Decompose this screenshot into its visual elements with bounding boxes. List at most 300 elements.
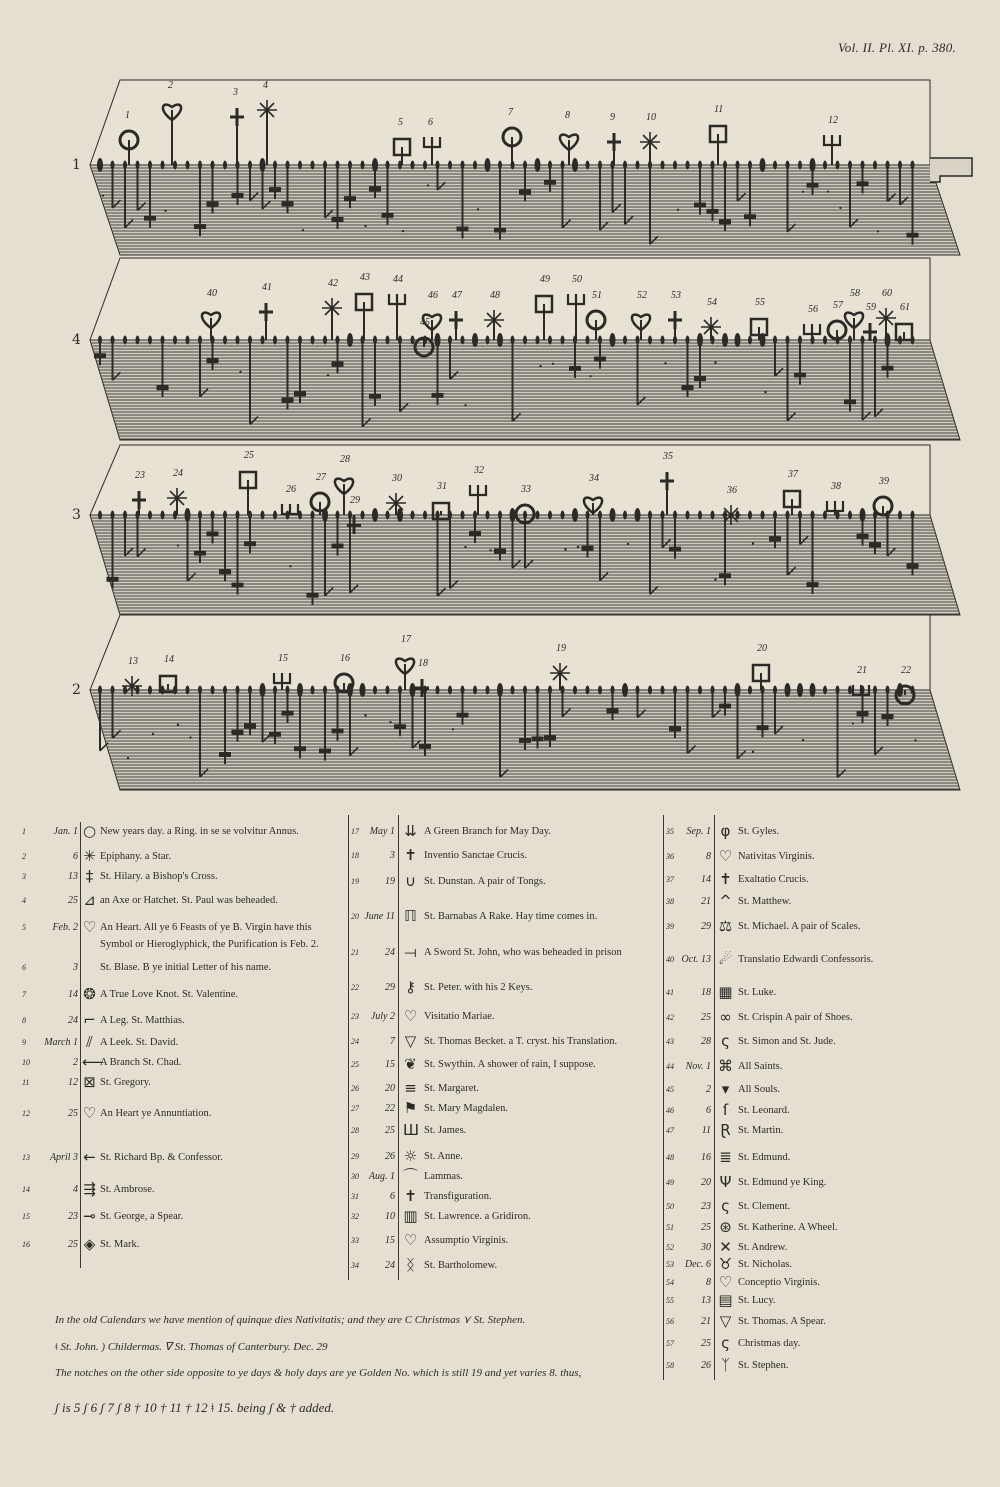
notch-diamond — [586, 686, 590, 695]
notch-diamond — [823, 161, 827, 170]
legend-date: 16 — [701, 1152, 711, 1163]
notch-diamond — [461, 511, 465, 520]
notch-crossbar — [207, 358, 219, 363]
stave-row-label: 3 — [72, 507, 81, 523]
legend-index: 18 — [351, 851, 359, 860]
notch-dot — [464, 404, 466, 406]
legend-description: Christmas day. — [738, 1338, 801, 1349]
legend-date: 10 — [385, 1211, 395, 1222]
notch-diamond — [423, 511, 427, 520]
bundle-icon: ≣ — [719, 1148, 732, 1166]
legend-date: 3 — [73, 962, 78, 973]
notch-diamond — [423, 161, 427, 170]
legend-index: 25 — [351, 1060, 359, 1069]
notch-crossbar — [219, 752, 231, 757]
notch-dot — [289, 565, 291, 567]
legend-description: A Green Branch for May Day. — [424, 826, 552, 837]
notch-diamond — [461, 336, 465, 345]
symbol-number: 6 — [428, 117, 433, 128]
notch-dot — [914, 739, 916, 741]
legend-index: 5 — [22, 923, 26, 932]
symbol-number: 4 — [263, 80, 268, 91]
heart-icon: ♡ — [718, 847, 733, 865]
stave-row-label: 1 — [72, 157, 81, 173]
diamond-box-icon: ◈ — [83, 1235, 96, 1253]
legend-description: St. Gyles. — [738, 826, 780, 837]
legend-index: 20 — [351, 912, 359, 921]
legend-description: St. Simon and St. Jude. — [738, 1036, 836, 1047]
sun-icon: ☼ — [403, 1147, 418, 1165]
legend-date: 6 — [390, 1191, 395, 1202]
notch-diamond — [598, 686, 602, 695]
notch-dot — [539, 365, 541, 367]
fan-icon: ▤ — [718, 1291, 733, 1309]
notch-crossbar — [469, 531, 481, 536]
legend-date: 20 — [701, 1177, 711, 1188]
notch-diamond — [673, 161, 677, 170]
notch-diamond — [186, 336, 190, 345]
notch-crossbar — [332, 544, 344, 549]
legend-description: St. Katherine. A Wheel. — [738, 1222, 838, 1233]
notch-diamond — [223, 161, 227, 170]
legend-description: A Leg. St. Matthias. — [100, 1015, 185, 1026]
symbol-number: 2 — [168, 80, 173, 91]
legend-index: 38 — [666, 897, 674, 906]
notch-dot — [364, 714, 366, 716]
notch-crossbar — [369, 394, 381, 399]
symbol-number: 37 — [788, 469, 798, 480]
notch-crossbar — [282, 201, 294, 206]
legend-description: An Heart. All ye 6 Feasts of ye B. Virgin have this — [100, 922, 312, 933]
legend-description: A Leek. St. David. — [100, 1037, 179, 1048]
legend-index: 30 — [351, 1172, 359, 1181]
symbol-number: 12 — [828, 115, 838, 126]
legend-date: 8 — [706, 851, 711, 862]
symbol-number: 51 — [592, 290, 602, 301]
fish-icon: ᛝ — [405, 1256, 415, 1274]
symbol-number: 49 — [540, 274, 550, 285]
notch-diamond — [148, 511, 152, 520]
notch-diamond — [686, 161, 690, 170]
notch-crossbar — [432, 393, 444, 398]
legend-description: St. Margaret. — [424, 1083, 479, 1094]
legend-index: 4 — [22, 896, 26, 905]
notch-crossbar — [282, 398, 294, 403]
legend-date: 3 — [390, 850, 395, 861]
symbol-number: 60 — [882, 288, 892, 299]
notch-diamond — [485, 158, 491, 172]
stave-row-label: 2 — [72, 682, 81, 698]
arrow-icon: ← — [83, 1148, 96, 1166]
leaf-icon: ❦ — [404, 1055, 417, 1073]
notch-crossbar — [857, 181, 869, 186]
notch-crossbar — [294, 746, 306, 751]
notch-crossbar — [494, 228, 506, 233]
legend-description: St. Andrew. — [738, 1242, 788, 1253]
notch-crossbar — [857, 534, 869, 539]
symbol-number: 32 — [474, 465, 484, 476]
notch-diamond — [136, 336, 140, 345]
legend-description: St. Anne. — [424, 1151, 463, 1162]
symbol-number: 50 — [572, 274, 582, 285]
notch-crossbar — [807, 582, 819, 587]
legend-date: 29 — [385, 982, 395, 993]
notch-diamond — [623, 511, 627, 520]
legend-description: St. James. — [424, 1125, 467, 1136]
legend-description: St. Edmund ye King. — [738, 1177, 827, 1188]
legend-index: 44 — [666, 1062, 674, 1071]
legend-description: Translatio Edwardi Confessoris. — [738, 954, 874, 965]
legend-description: An Heart ye Annuntiation. — [100, 1108, 212, 1119]
notch-diamond — [486, 511, 490, 520]
notch-dot — [564, 548, 566, 550]
legend-description: St. Martin. — [738, 1125, 784, 1136]
rake-icon: ℿ — [404, 907, 417, 925]
heart-icon: ♡ — [82, 918, 97, 936]
legend-date: 30 — [701, 1242, 711, 1253]
symbol-number: 18 — [418, 658, 428, 669]
notch-diamond — [873, 161, 877, 170]
notch-diamond — [761, 511, 765, 520]
notch-dot — [627, 543, 629, 545]
stave-upper-face — [90, 445, 930, 515]
notch-dot — [827, 190, 829, 192]
legend-date: May 1 — [369, 826, 395, 837]
star-icon — [386, 493, 406, 513]
legend-index: 22 — [351, 983, 359, 992]
notch-diamond — [536, 511, 540, 520]
flag-icon: ⚑ — [403, 1099, 418, 1117]
notch-diamond — [711, 511, 715, 520]
symbol-number: 8 — [565, 110, 570, 121]
notch-crossbar — [194, 224, 206, 229]
legend-date: Sep. 1 — [686, 826, 711, 837]
symbol-number: 36 — [727, 485, 737, 496]
legend-date: 21 — [701, 896, 711, 907]
symbol-number: 29 — [350, 495, 360, 506]
note-line-golden-numbers: ʃ is 5 ʃ 6 ʃ 7 ʃ 8 † 10 † 11 † 12 ǂ 15. being ʃ & † added. — [55, 1400, 335, 1415]
crank-handle — [930, 158, 972, 182]
notch-diamond — [347, 333, 353, 347]
notch-crossbar — [719, 704, 731, 709]
notch-diamond — [472, 333, 478, 347]
notch-diamond — [722, 333, 728, 347]
notch-crossbar — [369, 186, 381, 191]
notch-diamond — [836, 161, 840, 170]
notch-diamond — [361, 511, 365, 520]
legend-date: Aug. 1 — [368, 1171, 395, 1182]
r-icon: Ɽ — [720, 1121, 731, 1139]
legend-description: St. Leonard. — [738, 1105, 790, 1116]
notch-diamond — [648, 336, 652, 345]
tongs-icon: ∪ — [405, 872, 416, 890]
trident-icon: Ψ — [719, 1173, 732, 1191]
notch-crossbar — [207, 531, 219, 536]
legend-description: St. Mary Magdalen. — [424, 1103, 508, 1114]
legend-date: Oct. 13 — [681, 954, 711, 965]
notch-diamond — [823, 336, 827, 345]
symbol-number: 42 — [328, 278, 338, 289]
notch-diamond — [610, 333, 616, 347]
notch-diamond — [573, 686, 577, 695]
legend-column-rule — [80, 822, 81, 1268]
legend-index: 23 — [351, 1012, 359, 1021]
notch-diamond — [173, 161, 177, 170]
notch-diamond — [698, 511, 702, 520]
triangle-cross-icon: ▽ — [404, 1032, 417, 1050]
symbol-number: 55 — [755, 297, 765, 308]
notch-crossbar — [319, 749, 331, 754]
symbol-number: 23 — [135, 470, 145, 481]
notch-crossbar — [194, 551, 206, 556]
notch-dot — [327, 374, 329, 376]
gridiron-icon: ▥ — [403, 1207, 418, 1225]
heart-icon: ♡ — [718, 1273, 733, 1291]
symbol-number: 53 — [671, 290, 681, 301]
notch-diamond — [548, 511, 552, 520]
notch-crossbar — [757, 725, 769, 730]
symbol-number: 54 — [707, 297, 717, 308]
note-line-3: The notches on the other side opposite to ye days & holy days are ye Golden No. which is still 19 and yet varies 8. thus, — [55, 1367, 582, 1379]
notch-diamond — [898, 511, 902, 520]
symbol-number: 1 — [125, 110, 130, 121]
notch-crossbar — [744, 214, 756, 219]
notch-crossbar — [669, 726, 681, 731]
notch-diamond — [186, 686, 190, 695]
leg-icon: ⌐ — [83, 1011, 96, 1029]
notch-crossbar — [107, 577, 119, 582]
legend-index: 2 — [22, 852, 26, 861]
legend-index: 55 — [666, 1296, 674, 1305]
comet-icon: ☄ — [718, 950, 733, 968]
notch-crossbar — [232, 583, 244, 588]
notch-dot — [802, 739, 804, 741]
leek-icon: ⫽ — [86, 1033, 93, 1051]
star-icon — [550, 663, 570, 683]
legend-date: June 11 — [364, 911, 395, 922]
notch-diamond — [622, 683, 628, 697]
notch-dot — [127, 757, 129, 759]
legend-description: Inventio Sanctae Crucis. — [424, 850, 527, 861]
notch-diamond — [848, 511, 852, 520]
notch-crossbar — [394, 724, 406, 729]
notch-dot — [239, 371, 241, 373]
notch-diamond — [486, 336, 490, 345]
legend-description: St. Lucy. — [738, 1295, 776, 1306]
legend-index: 53 — [666, 1260, 674, 1269]
notch-diamond — [473, 686, 477, 695]
notch-diamond — [636, 161, 640, 170]
notch-diamond — [211, 686, 215, 695]
notch-crossbar — [457, 713, 469, 718]
symbol-number: 9 — [610, 112, 615, 123]
legend-date: 2 — [73, 1057, 78, 1068]
notch-dot — [452, 728, 454, 730]
notch-crossbar — [532, 736, 544, 741]
legend-description: St. Nicholas. — [738, 1259, 792, 1270]
notch-diamond — [760, 158, 766, 172]
notch-diamond — [535, 158, 541, 172]
notch-crossbar — [607, 708, 619, 713]
legend-description: St. George, a Spear. — [100, 1211, 184, 1222]
legend-date: 19 — [385, 876, 395, 887]
notch-diamond — [561, 336, 565, 345]
legend-date: 25 — [68, 1108, 78, 1119]
fletched-arrow-icon: ⇶ — [83, 1180, 96, 1198]
legend-description: A Sword St. John, who was beheaded in prison — [424, 947, 622, 958]
symbol-number: 59 — [866, 302, 876, 313]
legend-index: 41 — [666, 988, 674, 997]
notch-diamond — [610, 508, 616, 522]
heart-icon: ♡ — [403, 1007, 418, 1025]
legend-description: St. Edmund. — [738, 1152, 791, 1163]
notch-crossbar — [219, 569, 231, 574]
notch-diamond — [411, 161, 415, 170]
legend-index: 11 — [22, 1078, 30, 1087]
legend-index: 46 — [666, 1106, 674, 1115]
legend-description: St. Blase. B ye initial Letter of his name. — [100, 962, 272, 973]
stave-upper-face — [90, 615, 930, 690]
notch-dot — [714, 361, 716, 363]
notch-diamond — [823, 686, 827, 695]
stave-upper-face — [90, 80, 930, 165]
notch-diamond — [161, 511, 165, 520]
cross-icon: ✝ — [404, 846, 417, 864]
legend-date: 25 — [385, 1125, 395, 1136]
legend-index: 7 — [22, 990, 26, 999]
legend-index: 50 — [666, 1202, 674, 1211]
legend-date: 7 — [390, 1036, 395, 1047]
symbol-number: 41 — [262, 282, 272, 293]
legend-date: April 3 — [49, 1152, 78, 1163]
notch-diamond — [698, 686, 702, 695]
symbol-number: 35 — [663, 451, 673, 462]
notch-dot — [764, 391, 766, 393]
symbol-number: 38 — [831, 481, 841, 492]
scales-icon: ⚖ — [718, 917, 733, 935]
symbol-number: 52 — [637, 290, 647, 301]
legend-description: Exaltatio Crucis. — [738, 874, 809, 885]
notch-crossbar — [907, 564, 919, 569]
legend-description: Nativitas Virginis. — [738, 851, 815, 862]
symbol-number: 28 — [340, 454, 350, 465]
legend-date: 26 — [701, 1360, 711, 1371]
saltire-icon: ✕ — [719, 1238, 732, 1256]
symbol-number: 21 — [857, 665, 867, 676]
notch-dot — [477, 208, 479, 210]
notch-diamond — [411, 336, 415, 345]
branch-icon: ⟵ — [82, 1053, 104, 1071]
star-icon: ✳ — [83, 847, 96, 865]
notch-diamond — [98, 511, 102, 520]
notch-diamond — [361, 161, 365, 170]
legend-index: 45 — [666, 1085, 674, 1094]
notch-dot — [164, 209, 166, 211]
mitre-icon: ♉ — [718, 1255, 733, 1273]
notch-diamond — [748, 336, 752, 345]
notch-diamond — [311, 161, 315, 170]
symbol-number: 16 — [340, 653, 350, 664]
legend-index: 43 — [666, 1037, 674, 1046]
legend-description: St. Thomas. A Spear. — [738, 1316, 826, 1327]
symbol-number: 15 — [278, 653, 288, 664]
legend-description: St. Ambrose. — [100, 1184, 155, 1195]
notch-diamond — [436, 686, 440, 695]
legend-index: 54 — [666, 1278, 674, 1287]
legend-description: Assumptio Virginis. — [424, 1235, 509, 1246]
notch-crossbar — [569, 366, 581, 371]
legend-date: Dec. 6 — [684, 1259, 711, 1270]
star-icon — [701, 317, 721, 337]
legend-description: St. Thomas Becket. a T. cryst. his Translation. — [424, 1036, 618, 1047]
notch-dot — [877, 230, 879, 232]
legend-date: 15 — [385, 1235, 395, 1246]
symbol-number: 24 — [173, 468, 183, 479]
notch-crossbar — [582, 546, 594, 551]
legend-index: 14 — [22, 1185, 30, 1194]
notch-dot — [177, 724, 179, 726]
legend-description: A True Love Knot. St. Valentine. — [100, 989, 239, 1000]
legend-index: 34 — [351, 1261, 359, 1270]
legend-date: 11 — [701, 1125, 711, 1136]
legend-index: 17 — [351, 827, 359, 836]
legend-index: 51 — [666, 1223, 674, 1232]
legend-index: 9 — [22, 1038, 26, 1047]
symbol-number: 30 — [392, 473, 402, 484]
legend-index: 12 — [22, 1109, 30, 1118]
legend-description-continued: Symbol or Hieroglyphick, the Purification is Feb. 2. — [100, 939, 319, 950]
notch-crossbar — [907, 233, 919, 238]
notch-diamond — [748, 511, 752, 520]
notch-diamond — [261, 511, 265, 520]
notch-crossbar — [794, 372, 806, 377]
keys-icon: ⚷ — [405, 978, 416, 996]
symbol-number: 43 — [360, 272, 370, 283]
hook-icon: ς — [721, 1032, 730, 1050]
notch-diamond — [523, 336, 527, 345]
notch-diamond — [748, 686, 752, 695]
notch-diamond — [848, 686, 852, 695]
wheel-icon: ⊛ — [719, 1218, 732, 1236]
notch-crossbar — [332, 217, 344, 222]
legend-date: 6 — [706, 1105, 711, 1116]
notch-diamond — [323, 336, 327, 345]
notch-diamond — [798, 161, 802, 170]
legend-index: 3 — [22, 872, 26, 881]
love-knot-icon: ❂ — [83, 985, 96, 1003]
notch-diamond — [186, 161, 190, 170]
notch-dot — [402, 230, 404, 232]
notch-crossbar — [157, 385, 169, 390]
comb-icon: Ш — [403, 1121, 420, 1139]
symbol-number: 34 — [589, 473, 599, 484]
notch-diamond — [372, 508, 378, 522]
notch-crossbar — [719, 219, 731, 224]
legend-date: 25 — [701, 1338, 711, 1349]
crossed-box-icon: ⊠ — [83, 1073, 96, 1091]
crook-icon: φ — [720, 822, 731, 840]
notch-diamond — [448, 161, 452, 170]
notch-crossbar — [519, 738, 531, 743]
notch-diamond — [586, 336, 590, 345]
notch-crossbar — [457, 227, 469, 232]
legend-description: St. Matthew. — [738, 896, 792, 907]
notch-diamond — [648, 686, 652, 695]
legend-index: 36 — [666, 852, 674, 861]
bow-icon: ⌒ — [403, 1167, 419, 1185]
symbol-number: 57 — [833, 300, 843, 311]
notch-dot — [102, 194, 104, 196]
